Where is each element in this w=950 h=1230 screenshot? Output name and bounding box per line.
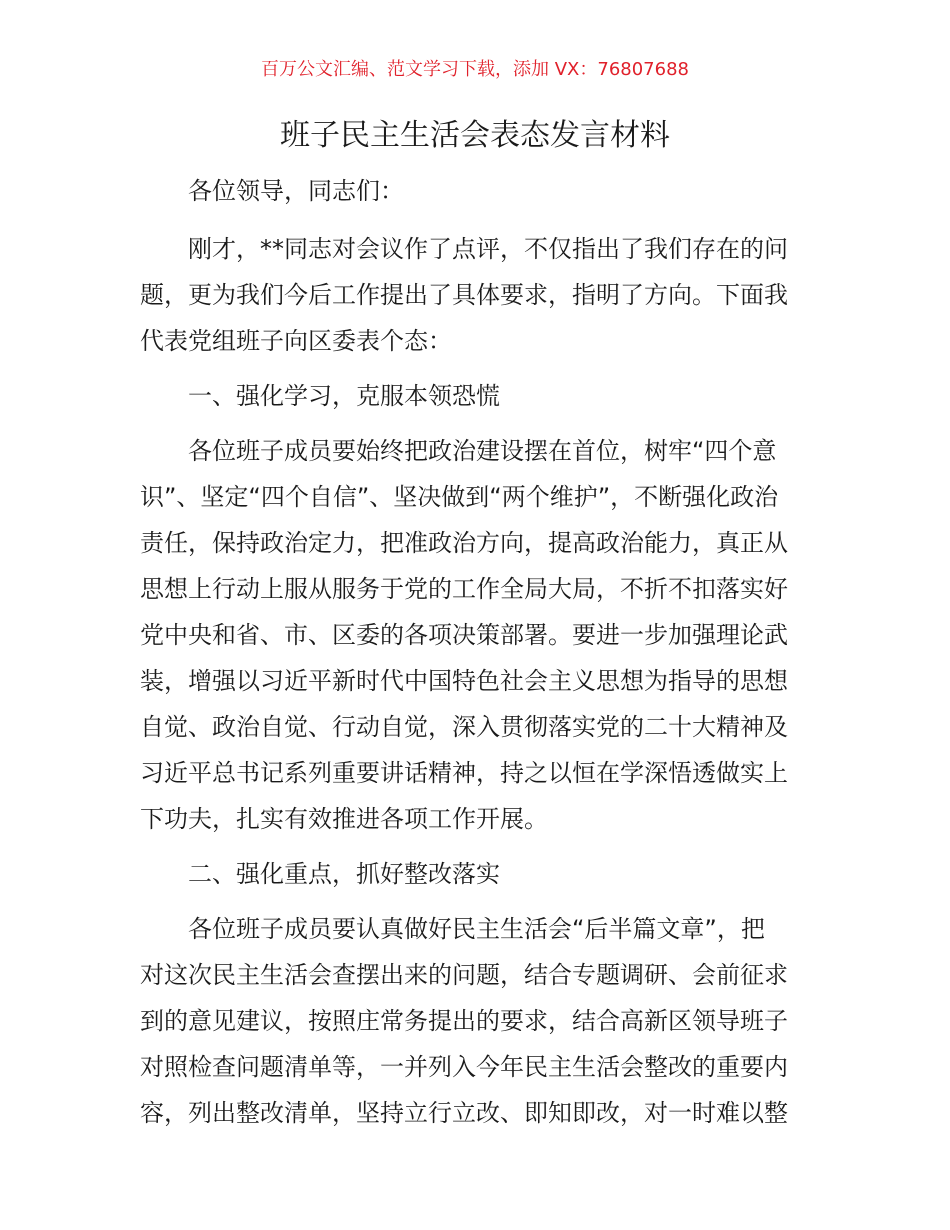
paragraph-line: 装，增强以习近平新时代中国特色社会主义思想为指导的思想 [140, 667, 788, 695]
salutation [140, 168, 812, 214]
paragraph-line: 到的意见建议，按照庄常务提出的要求，结合高新区领导班子 [140, 1007, 788, 1035]
paragraph-line: 对这次民主生活会查摆出来的问题，结合专题调研、会前征求 [140, 961, 788, 989]
section-heading-2 [140, 851, 812, 897]
paragraph-line: 思想上行动上服从服务于党的工作全局大局，不折不扣落实好 [140, 575, 788, 603]
paragraph-line: 容，列出整改清单，坚持立行立改、即知即改，对一时难以整 [140, 1099, 788, 1127]
paragraph-intro [140, 226, 812, 364]
paragraph-line: 自觉、政治自觉、行动自觉，深入贯彻落实党的二十大精神及 [140, 713, 788, 741]
paragraph-line: 责任，保持政治定力，把准政治方向，提高政治能力，真正从 [140, 529, 788, 557]
paragraph-line: 党中央和省、市、区委的各项决策部署。要进一步加强理论武 [140, 621, 788, 649]
heading-text: 一、强化学习，克服本领恐慌 [188, 382, 500, 410]
paragraph-line: 题，更为我们今后工作提出了具体要求，指明了方向。下面我 [140, 281, 788, 309]
paragraph-line: 习近平总书记系列重要讲话精神，持之以恒在学深悟透做实上 [140, 759, 788, 787]
paragraph-line: 对照检查问题清单等，一并列入今年民主生活会整改的重要内 [140, 1053, 788, 1081]
paragraph-line: 各位班子成员要始终把政治建设摆在首位，树牢“四个意 [188, 437, 777, 465]
paragraph-section-1 [140, 428, 812, 842]
page-title: 班子民主生活会表态发言材料 [280, 118, 670, 153]
paragraph-line: 各位班子成员要认真做好民主生活会“后半篇文章”，把 [188, 915, 765, 943]
watermark-banner: 百万公文汇编、范文学习下载，添加 VX：76807688 [261, 59, 689, 80]
heading-text: 二、强化重点，抓好整改落实 [188, 860, 500, 888]
section-heading-1 [140, 373, 812, 419]
paragraph-line: 下功夫，扎实有效推进各项工作开展。 [140, 805, 548, 833]
document-body [140, 168, 812, 1136]
paragraph-line: 识”、坚定“四个自信”、坚决做到“两个维护”，不断强化政治 [140, 483, 779, 511]
paragraph-line: 代表党组班子向区委表个态： [140, 327, 452, 355]
paragraph-section-2 [140, 906, 812, 1136]
salutation-text: 各位领导，同志们： [188, 177, 404, 205]
paragraph-line: 刚才，**同志对会议作了点评，不仅指出了我们存在的问 [188, 235, 788, 263]
